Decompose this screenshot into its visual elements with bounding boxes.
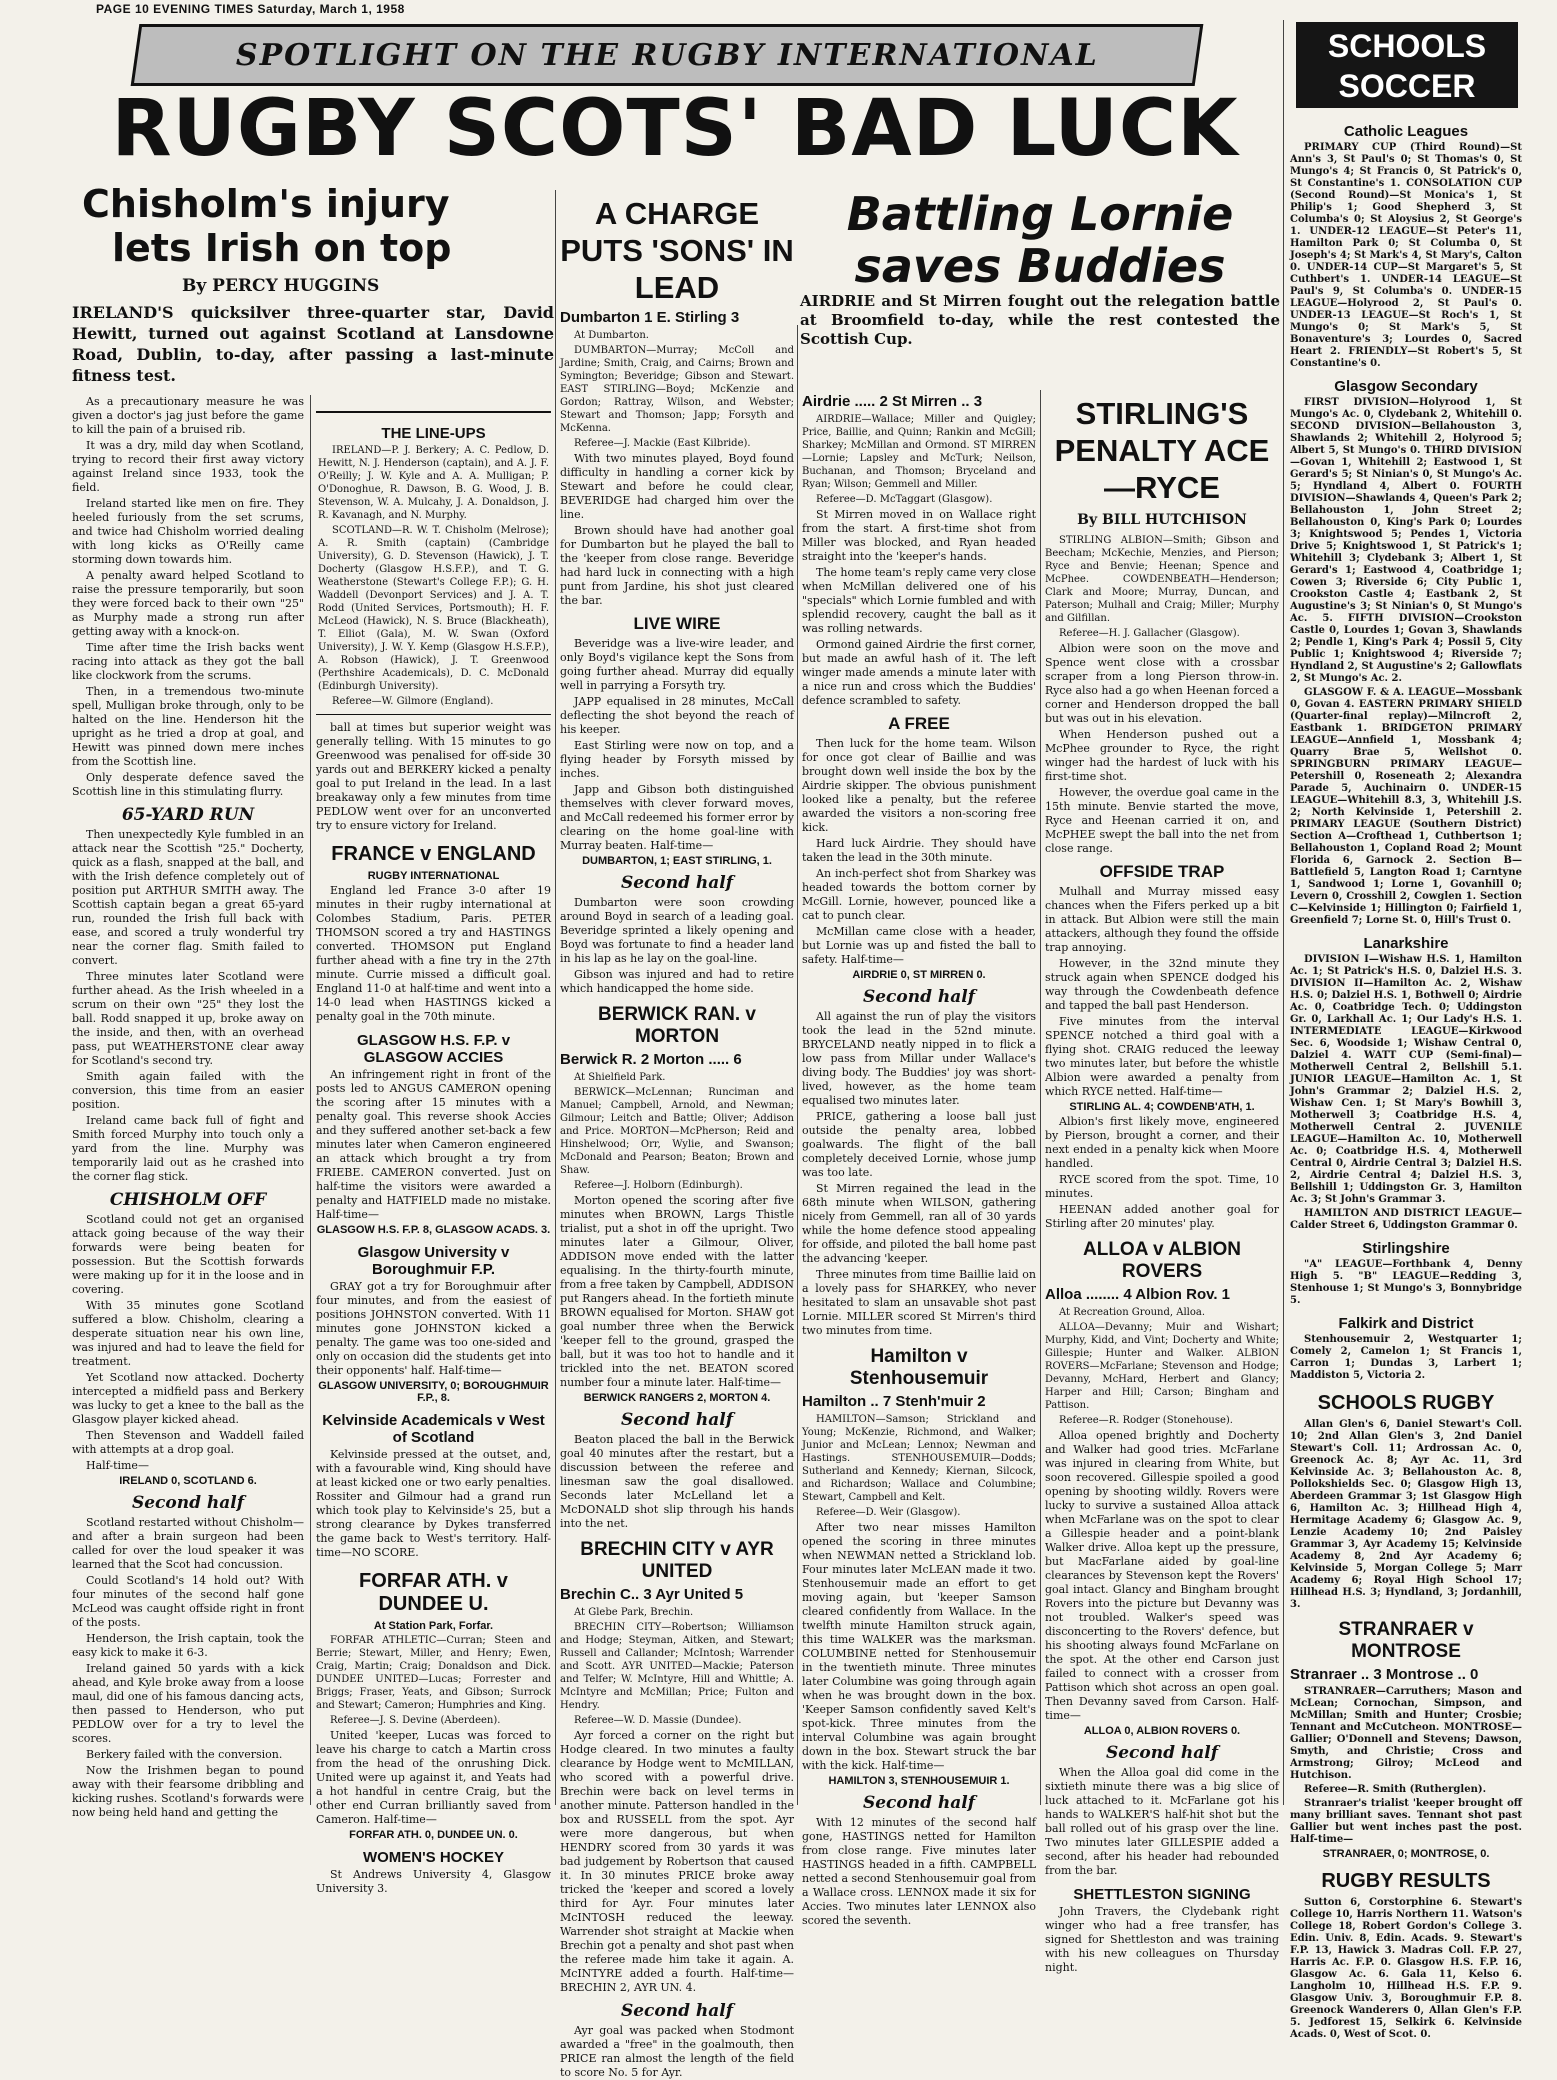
rugby-subhead-2: lets Irish on top: [112, 226, 452, 270]
subhead-a-free: A FREE: [888, 714, 950, 733]
stranraer-montrose-score: Stranraer .. 3 Montrose .. 0: [1290, 1666, 1479, 1683]
paragraph: All against the run of play the visitors took the lead in the 52nd minute. BRYCELAND neatly nipped in to flick a low pass from Millar under Wallace's diving body. The Buddies' joy was short-lived, however, as the home team equalised two minutes later.: [802, 1010, 1036, 1107]
halftime-score: AIRDRIE 0, ST MIRREN 0.: [852, 969, 986, 981]
subhead-second-half: Second half: [620, 2001, 734, 2021]
glasgow-accies-title: GLASGOW H.S. F.P. v GLASGOW ACCIES: [356, 1032, 511, 1066]
paragraph: Morton opened the scoring after five minutes when BROWN, Largs Thistle trialist, put a shot in off the upright. Two minutes later a Gilmour, Oliver, ADDISON move ended with the latter equalising. In the thirty-fourth minute, from a free taken by Campbell, ADDISON put Rangers ahead. In the fortieth minute BROWN equalised for Morton. SHAW got goal number three when the Berwick 'keeper fell to the ground, grasped the ball, but it was too hot to handle and it trickled into the net. BEATON scored number four a minute later. Half-time—: [560, 1194, 794, 1389]
falkirk-title: Falkirk and District: [1338, 1315, 1474, 1332]
alloa-albion-score: Alloa ........ 4 Albion Rov. 1: [1045, 1286, 1231, 1303]
main-headline: RUGBY SCOTS' BAD LUCK: [111, 84, 1239, 174]
schools-results-column: [1290, 115, 1522, 2040]
paragraph: Could Scotland's 14 hold out? With four minutes of the second half gone McLeod was caught offside right in front of the posts.: [72, 1574, 304, 1629]
subhead-second-half: Second half: [620, 1410, 734, 1430]
referee: Referee—H. J. Gallacher (Glasgow).: [1059, 628, 1240, 639]
brechin-ayr-score: Brechin C.. 3 Ayr United 5: [560, 1586, 744, 1603]
column-rule: [1040, 390, 1041, 1805]
paragraph: Ayr forced a corner on the right but Hodge cleared. In two minutes a faulty clearance by Hodge went to McMILLAN, who scored with a powerful drive. Brechin were back on level terms in another minute. Patterson handled in the box and RUSSELL from the spot. Ayr were more dangerous, but when HENDRY scored from 30 yards it was bad judgement by Robertson that caused it. In 30 minutes PRICE broke away tricked the 'keeper and scored a lovely third for Ayr. Four minutes later McINTOSH reduced the leeway. Warrender shot straight at Mackie when Brechin got a penalty and shot past when the referee made him take it again. A. McINTYRE added a fourth. Half-time—BRECHIN 2, AYR UN. 4.: [560, 1729, 794, 1994]
paragraph: Alloa opened brightly and Docherty and Walker had good tries. McFarlane was injured in clearing from White, but soon recovered. Gillespie spoiled a good opening by shooting wildly. Rovers were lucky to survive a sustained Alloa attack when McFarlane was on the spot to clear a Gillespie header and a point-blank Walker drive. Alloa kept up the pressure, but MacFarlane aided by goal-line clearances by Stevenson kept the Rovers' goal intact. Glancy and Bingham brought Rovers into the picture but Devanny was not troubled. Walker's speed was disconcerting to the Rovers' defence, but his shooting always found McFarlane on the spot. At the other end Carson just failed to connect with a crosser from Pattison which shot across an open goal. Then Devanny saved from Carson. Half-time—: [1045, 1429, 1279, 1722]
paragraph: Only desperate defence saved the Scottish line in this stimulating flurry.: [72, 771, 304, 798]
halftime-label: Half-time—: [86, 1459, 149, 1472]
venue: At Recreation Ground, Alloa.: [1059, 1307, 1206, 1318]
paragraph: When the Alloa goal did come in the sixtieth minute there was a big slice of luck attached to it. McFarlane got his hands to WALKER'S half-hit shot but the ball rolled out of his grasp over the line. Two minutes later GILLESPIE added a second, after his header had rebounded from the bar.: [1045, 1766, 1279, 1877]
venue: At Glebe Park, Brechin.: [574, 1607, 694, 1618]
paragraph: However, in the 32nd minute they struck again when SPENCE dodged his way through the Cowdenbeath defence and tapped the ball past Henderson.: [1045, 957, 1279, 1012]
paragraph: With 35 minutes gone Scotland suffered a blow. Chisholm, clearing a desperate situation near his own line, was injured and had to leave the field for treatment.: [72, 1299, 304, 1368]
results-text: Sutton 6, Corstorphine 6. Stewart's College 10, Harris Northern 11. Watson's College 18, Robert Gordon's College 3. Edin. Univ. 8, Edin. Acads. 9. Stewart's F.P. 13, Hawick 3. Madras Coll. F.P. 27, Harris Ac. F.P. 0. Glasgow H.S. F.P. 16, Glasgow Ac. 6. Gala 11, Kelso 6. Langholm 10, Hillhead H.S. F.P. 9. Glasgow Univ. 3, Boroughmuir F.P. 8. Greenock Wanderers 0, Allan Glen's F.P. 5. Jedforest 15, Selkirk 6. Kelvinside Acads. 0, West of Scot. 0.: [1290, 1897, 1522, 2040]
referee: Referee—W. D. Massie (Dundee).: [574, 1715, 742, 1726]
subhead-offside-trap: OFFSIDE TRAP: [1099, 862, 1225, 881]
paragraph: McMillan came close with a header, but Lornie was up and fisted the ball to safety. Half-time—: [802, 925, 1036, 966]
column-rule: [1283, 20, 1284, 1805]
glasgow-university-halftime: GLASGOW UNIVERSITY, 0; BOROUGHMUIR F.P., 8.: [318, 1380, 549, 1404]
referee: Referee—J. Mackie (East Kilbride).: [574, 438, 751, 449]
teams: HAMILTON—Samson; Strickland and Young; McKenzie, Richmond, and Walker; Junior and McLean; Lennox; Newman and Hastings. STENHOUSEMUIR—Dodds; Sutherland and Kennedy; Kiernan, Silcock, and Richardson; Wallace and Columbine; Stewart, Campbell and Kelt.: [802, 1414, 1036, 1503]
airdrie-headline-1: Battling Lornie: [846, 187, 1234, 241]
ireland-team: IRELAND—P. J. Berkery; A. C. Pedlow, D. Hewitt, N. J. Henderson (captain), and A. J. F. O'Reilly; J. W. Kyle and A. A. Mulligan; P. O'Donoghue, R. Dawson, B. G. Wood, J. B. Stevenson, W. A. Mulcahy, J. A. Donaldson, J. R. Kavanagh, and N. Murphy.: [318, 445, 549, 521]
paragraph: Now the Irishmen began to pound away with their fearsome dribbling and kicking rushes. Scotland's forwards were now being held hand and getting the: [72, 1764, 304, 1819]
paragraph: Then unexpectedly Kyle fumbled in an attack near the Scottish "25." Docherty, quick as a flash, snapped at the ball, and with the Irish defence completely out of position put ARTHUR SMITH away. The Scottish captain began a great 65-yard run, rounded the Irish full back with ease, and scored a truly wonderful try near the corner flag. Smith failed to convert.: [72, 828, 304, 967]
paragraph: Beaton placed the ball in the Berwick goal 40 minutes after the restart, but a discussion between the referee and linesman saw the goal disallowed. Seconds later McLelland let a McDONALD shot slip through his hands into the net.: [560, 1433, 794, 1530]
paragraph: Kelvinside pressed at the outset, and, with a favourable wind, King should have at least kicked one or two early penalties. Rossiter and Gilmour had a grand run which took play to Kelvinside's 25, but a strong clearance by Dykes transferred the game back to West's territory. Half-time—NO SCORE.: [316, 1448, 551, 1559]
results-text: FIRST DIVISION—Holyrood 1, St Mungo's Ac. 0, Clydebank 2, Whitehill 0. SECOND DIVISION—Bellahouston 3, Shawlands 2; Whitehill 2, Holyrood 5; Albert 5, St Mungo's 0. THIRD DIVISION—Govan 1, Whitehill 2; Eastwood 1, St Gerard's 5; St Ninian's 0, St Mungo's Ac. 5; Hyndland 4, Albert 0. FOURTH DIVISION—Shawlands 4, Queen's Park 2; Bellahouston 1, John Street 2; Bellahouston 0, King's Park 0; Lourdes 3; Knightswood 5; Pendes 1, Victoria Drive 5; Knightswood 1, St Patrick's 1; Whitehill 3; Clydebank 3; Albert 1, St Gerard's 1; Eastwood 4, Coatbridge 1; Cowen 3; Riverside 6; City Public 1, Crookston Castle 4; Eastbank 2, St Augustine's 3; St Ninian's 0, St Mungo's Ac. 5. FIFTH DIVISION—Crookston Castle 0, Lourdes 1; Govan 3, Shawlands 2; Pendle 1, King's Park 4; Possil 5, City Public 1; Knightswood 4; Riverside 7; Hyndland 2, St Augustine's 2; Gallowflats 2, St Mungo's Ac. 2.: [1290, 397, 1522, 684]
paragraph: An infringement right in front of the posts led to ANGUS CAMERON opening the scoring after 15 minutes with a penalty goal. This reverse shook Accies and they suffered another set-back a few minutes later when Cameron engineered an attack which brought a try from FRIEBE. CAMERON converted. Just on half-time the visitors were awarded a penalty and HATFIELD made no mistake. Half-time—: [316, 1068, 551, 1221]
brechin-ayr-title: BRECHIN CITY v AYR UNITED: [580, 1539, 774, 1582]
teams: ALLOA—Devanny; Muir and Wishart; Murphy, Kidd, and Vint; Docherty and White; Gillespie; Hunter and Walker. ALBION ROVERS—McFarlane; Stevenson and Hodge; Devanny, McHard, Herbert and Glancy; Harper and Hill; Carson; Bingham and Pattison.: [1045, 1322, 1279, 1411]
france-england-title: FRANCE v ENGLAND: [331, 843, 536, 865]
paragraph: It was a dry, mild day when Scotland, trying to record their first away victory against Ireland since 1933, took the field.: [72, 439, 304, 494]
stranraer-montrose-title: STRANRAER v MONTROSE: [1338, 1619, 1474, 1662]
glasgow-accies-halftime: GLASGOW H.S. F.P. 8, GLASGOW ACADS. 3.: [316, 1224, 551, 1236]
scotland-team: SCOTLAND—R. W. T. Chisholm (Melrose); A. R. Smith (captain) (Cambridge University), G. D. Stevenson (Hawick), J. T. Docherty (Glasgow H.S.F.P.), and T. G. Weatherstone (Stewart's College F.P.); G. H. Waddell (Devonport Services) and J. A. T. Rodd (United Services, Portsmouth); H. F. McLeod (Hawick), N. S. Bruce (Blackheath), T. Elliot (Gala), M. W. Swan (Oxford University), J. W. Y. Kemp (Glasgow H.S.F.P.), A. Robson (Hawick), J. T. Greenwood (Perthshire Academicals), D. C. McDonald (Edinburgh University).: [318, 525, 549, 692]
venue: At Shielfield Park.: [574, 1072, 666, 1083]
schools-soccer-badge: [1296, 22, 1518, 108]
paragraph: Yet Scotland now attacked. Docherty intercepted a midfield pass and Berkery was lucky to get a knee to the ball as the Glasgow player kicked ahead.: [72, 1371, 304, 1426]
forfar-halftime: FORFAR ATH. 0, DUNDEE UN. 0.: [349, 1829, 518, 1841]
paragraph: After two near misses Hamilton opened the scoring in three minutes when NEWMAN netted a Strickland lob. Four minutes later McLEAN made it two. Stenhousemuir made an effort to get moving again, but 'keeper Samson cleared confidently from Wallace. In the twelfth minute Hamilton struck again, this time WALKER was the marksman. COLUMBINE netted for Stenhousemuir in the twentieth minute. Three minutes later Columbine was going through again when he was brought down in the box. 'Keeper Samson confidently saved Kelt's spot-kick. Three minutes from the interval Columbine was again brought down in the box. Stewart struck the bar with the kick. Half-time—: [802, 1521, 1036, 1772]
womens-hockey-title: WOMEN'S HOCKEY: [362, 1849, 505, 1866]
paragraph: Berkery failed with the conversion.: [86, 1748, 283, 1761]
lineups-box: [316, 411, 551, 715]
results-text: HAMILTON AND DISTRICT LEAGUE—Calder Street 6, Uddingston Grammar 0.: [1290, 1208, 1522, 1231]
forfar-dundee-title: FORFAR ATH. v DUNDEE U.: [359, 1570, 508, 1615]
paragraph: East Stirling were now on top, and a flying header by Forsyth missed by inches.: [560, 739, 794, 780]
subhead-second-half: Second half: [862, 987, 976, 1007]
column-rule: [310, 395, 311, 1805]
airdrie-headline-2: saves Buddies: [854, 239, 1226, 293]
rugby-lead-paragraph: IRELAND'S quicksilver three-quarter star, David Hewitt, turned out against Scotland at Lansdowne Road, Dublin, to-day, after passing a last-minute fitness test.: [72, 303, 554, 385]
venue: At Dumbarton.: [574, 330, 649, 341]
airdrie-column: [802, 390, 1037, 1927]
paragraph: Scotland could not get an organised attack going because of the way their forwards were being beaten for possession. But the Scottish forwards were making up for it in the loose and in covering.: [72, 1213, 304, 1296]
stirlingshire-title: Stirlingshire: [1362, 1240, 1450, 1257]
referee: Referee—R. Rodger (Stonehouse).: [1059, 1415, 1233, 1426]
paragraph: Japp and Gibson both distinguished themselves with clever forward moves, and McCall redeemed his former error by clearing on the home goal-line with Murray beaten. Half-time—: [560, 783, 794, 852]
results-text: Stenhousemuir 2, Westquarter 1; Comely 2, Camelon 1; St Francis 1, Carron 1; Dundas 3, Larbert 1; Maddiston 5, Victoria 2.: [1290, 1334, 1522, 1381]
paragraph: As a precautionary measure he was given a doctor's jag just before the game to kill the pain of a bruised rib.: [72, 395, 304, 436]
paragraph: Time after time the Irish backs went racing into attack as they got the ball like clockwork from the scrums.: [72, 641, 304, 682]
rugby-subhead-1: Chisholm's injury: [82, 182, 450, 226]
paragraph: England led France 3-0 after 19 minutes in their rugby international at Colombes Stadium, Paris. PETER THOMSON scored a try and HASTINGS converted. THOMSON put England further ahead with a fine try in the 27th minute. Currie missed a difficult goal. England 11-0 at half-time and went into a 14-0 lead when HASTINGS kicked a penalty goal in the 70th minute.: [316, 884, 551, 1023]
paragraph: Ireland gained 50 yards with a kick ahead, and Kyle broke away from a loose maul, did one of his famous dancing acts, then passed to Henderson, who put PEDLOW over for a try to level the scores.: [72, 1662, 304, 1745]
forfar-dundee-teams: FORFAR ATHLETIC—Curran; Steen and Berrie; Stewart, Miller, and Henry; Ewen, Craig, Martin; Craig; Donaldson and Dick. DUNDEE UNITED—Lucas; Forrester and Briggs; Fraser, Yeats, and Gibson; Surrock and Stewart; Cameron; Humphries and King.: [316, 1635, 551, 1711]
subhead-chisholm-off: CHISHOLM OFF: [109, 1190, 267, 1210]
paragraph: Brown should have had another goal for Dumbarton but he played the ball to the 'keeper from close range. Beveridge had hard luck in connecting with a high punt from Jardine, his shot just cleared the bar.: [560, 524, 794, 607]
banner-text: SPOTLIGHT ON THE RUGBY INTERNATIONAL: [235, 37, 1099, 73]
badge-line-2: SOCCER: [1338, 68, 1476, 104]
paragraph: Albion's first likely move, engineered by Pierson, brought a corner, and their next ended in a penalty kick when Moore handled.: [1045, 1115, 1279, 1170]
subhead-live-wire: LIVE WIRE: [633, 614, 721, 633]
paragraph: Ireland came back full of fight and Smith forced Murphy into touch only a yard from the line. Murphy was temporarily laid out as he crashed into the corner flag stick.: [72, 1114, 304, 1183]
paragraph: RYCE scored from the spot. Time, 10 minutes.: [1045, 1173, 1279, 1200]
referee: Referee—R. Smith (Rutherglen).: [1304, 1784, 1487, 1795]
paragraph: Mulhall and Murray missed easy chances when the Fifers perked up a bit in attack. But Albion were still the main attackers, although they found the offside trap annoying.: [1045, 885, 1279, 954]
results-text: PRIMARY CUP (Third Round)—St Ann's 3, St Paul's 0; St Thomas's 0, St Mungo's 4; St Francis 0, St Patrick's 0, St Constantine's 1. CONSOLATION CUP (Second Round)—St Monica's 1, St Philip's 1; Good Shepherd 3, St Columba's 0; St Aloysius 2, St George's 1. UNDER-12 LEAGUE—St Peter's 11, Hamilton Park 0; St Columba 0, St Joseph's 4; St Mark's 4, St Mary's, Calton 0. UNDER-14 CUP—St Margaret's 5, St Cuthbert's 1. UNDER-14 LEAGUE—St Paul's 9, St Columba's 0. UNDER-15 LEAGUE—Holyrood 2, St Paul's 0. UNDER-13 LEAGUE—St Roch's 1, St Mungo's 0; St Mark's 5, St Bonaventure's 3; Lourdes 0, Sacred Heart 2. FRIENDLY—St Robert's 5, St Constantine's 0.: [1290, 142, 1522, 369]
kelvinside-title: Kelvinside Academicals v West of Scotland: [322, 1412, 545, 1446]
halftime-score: IRELAND 0, SCOTLAND 6.: [119, 1475, 257, 1487]
airdrie-report-head: [800, 188, 1280, 388]
paragraph: St Mirren moved in on Wallace right from the start. A first-time shot from Miller was blocked, and Ryan headed straight into the 'keeper's hands.: [802, 508, 1036, 563]
referee: Referee—D. McTaggart (Glasgow).: [816, 494, 993, 505]
paragraph: United 'keeper, Lucas was forced to leave his charge to catch a Martin cross from the head of the onrushing Dick. United were up against it, and Yeats had a hot handful in centre Craig, but the other end Curran brilliantly saved from Cameron. Half-time—: [316, 1729, 551, 1826]
paragraph: Albion were soon on the move and Spence went close with a crossbar scraper from a long Pierson throw-in. Ryce also had a go when Heenan forced a corner and Henderson dropped the ball but was out in his elevation.: [1045, 642, 1279, 725]
lanarkshire-title: Lanarkshire: [1363, 935, 1449, 952]
paragraph: Three minutes from time Baillie laid on a lovely pass for SHARKEY, who never hesitated to slam an unsavable shot past Lornie. MILLER scored St Mirren's third two minutes from time.: [802, 1268, 1036, 1337]
paragraph: A penalty award helped Scotland to raise the pressure temporarily, but soon they were forced back to their own "25" as Murphy made a strong run after getting away with a knock-on.: [72, 569, 304, 638]
paragraph: ball at times but superior weight was generally telling. With 15 minutes to go Greenwood was penalised for off-side 30 yards out and BERKERY kicked a penalty goal to put Ireland in the lead. In a last breakaway only a few minutes from time PEDLOW went over for an unconverted try to ensure victory for Ireland.: [316, 721, 551, 832]
halftime-score: ALLOA 0, ALBION ROVERS 0.: [1083, 1725, 1241, 1737]
halftime-score: HAMILTON 3, STENHOUSEMUIR 1.: [828, 1775, 1010, 1787]
forfar-venue: At Station Park, Forfar.: [373, 1620, 494, 1632]
paragraph: JAPP equalised in 28 minutes, McCall deflecting the shot beyond the reach of his keeper.: [560, 695, 794, 736]
paragraph: With 12 minutes of the second half gone, HASTINGS netted for Hamilton from close range. Five minutes later HASTINGS headed in a fifth. CAMPBELL netted a second Stenhousemuir goal from a Wallace cross. LENNOX made it six for Accies. Two minutes later LENNOX also scored the seventh.: [802, 1816, 1037, 1927]
subhead-second-half: Second half: [862, 1793, 976, 1813]
paragraph: Dumbarton were soon crowding around Boyd in search of a leading goal. Beveridge sprinted a likely opening and Boyd was fortunate to find a header land in his lap as he lay on the goal-line.: [560, 896, 794, 965]
airdrie-lead: AIRDRIE and St Mirren fought out the relegation battle at Broomfield to-day, while the rest contested the Scottish Cup.: [800, 292, 1280, 348]
badge-line-1: SCHOOLS: [1327, 28, 1487, 64]
dumbarton-column: [560, 195, 794, 2079]
rugby-byline: By PERCY HUGGINS: [182, 276, 380, 296]
alloa-albion-title: ALLOA v ALBION ROVERS: [1083, 1239, 1241, 1282]
paragraph: Beveridge was a live-wire leader, and only Boyd's vigilance kept the Sons from going further ahead. Murray did equally well in parrying a Forsyth try.: [560, 637, 794, 692]
schools-rugby-title: SCHOOLS RUGBY: [1317, 1392, 1495, 1414]
dumbarton-score: Dumbarton 1 E. Stirling 3: [560, 309, 740, 326]
paragraph: With two minutes played, Boyd found difficulty in handling a corner kick by Stewart and before he could clear, BEVERIDGE had charged him over the line.: [560, 452, 794, 521]
paragraph: Ayr goal was packed when Stodmont awarded a "free" in the goalmouth, then PRICE ran almost the length of the field to score No. 5 for Ayr.: [560, 2024, 794, 2079]
halftime-score: BERWICK RANGERS 2, MORTON 4.: [583, 1392, 771, 1404]
paragraph: Smith again failed with the conversion, this time from an easier position.: [72, 1070, 304, 1111]
teams: AIRDRIE—Wallace; Miller and Quigley; Price, Baillie, and Quinn; Rankin and McGill; Sharkey; McMillan and Ormond. ST MIRREN—Lornie; Lapsley and McTurk; Neilson, Buchanan, and Thomson; Bryceland and Ryan; Wilson; Gemmell and Miller.: [802, 414, 1036, 490]
rugby-report-body: [72, 395, 304, 1819]
berwick-morton-title: BERWICK RAN. v MORTON: [598, 1004, 756, 1047]
hamilton-title: Hamilton v Stenhousemuir: [849, 1346, 989, 1389]
paragraph: HEENAN added another goal for Stirling after 20 minutes' play.: [1045, 1203, 1279, 1230]
paragraph: St Mirren regained the lead in the 68th minute when WILSON, gathering nicely from Gemmell, ran all of 30 yards while the home defence stood appealing for offside, and piloted the ball home past the advancing 'keeper.: [802, 1182, 1036, 1265]
subhead-second-half: Second half: [620, 873, 734, 893]
subhead-second-half: Second half: [1105, 1743, 1219, 1763]
paragraph: Henderson, the Irish captain, took the easy kick to make it 6-3.: [72, 1632, 304, 1659]
hamilton-score: Hamilton .. 7 Stenh'muir 2: [802, 1393, 986, 1410]
paragraph: Then, in a tremendous two-minute spell, Mulligan broke through, only to be halted on the line. Henderson hit the upright as he tried a drop at goal, and Hewitt was pinned down mere inches from the Scottish line.: [72, 685, 304, 768]
paragraph: GRAY got a try for Boroughmuir after four minutes, and from the easiest of positions JOHNSTON converted. With 11 minutes gone JOHNSTON kicked a penalty. The game was too one-sided and only on occasion did the students get into their opponents' half. Half-time—: [316, 1280, 551, 1377]
dumbarton-headline: A CHARGE PUTS 'SONS' IN LEAD: [560, 196, 794, 305]
column-rule: [797, 325, 798, 1805]
lineups-column: [316, 405, 551, 1895]
halftime-score: STIRLING AL. 4; COWDENB'ATH, 1.: [1069, 1101, 1255, 1113]
paragraph: An inch-perfect shot from Sharkey was headed towards the bottom corner by McGill. Lornie, however, pounced like a cat to punch clear.: [802, 867, 1036, 922]
teams: BRECHIN CITY—Robertson; Williamson and Hodge; Steyman, Aitken, and Stewart; Russell and Callander; McIntosh; Warrender and Scott. AYR UNITED—Mackie; Paterson and Telfer; W. McIntyre, Hill and Whittle; A. McIntyre and McMillan; Price; Fulton and Hendry.: [560, 1622, 794, 1711]
stirling-byline: By BILL HUTCHISON: [1077, 512, 1247, 528]
subhead-65-yard-run: 65-YARD RUN: [121, 805, 255, 825]
catholic-leagues-title: Catholic Leagues: [1343, 123, 1469, 140]
rugby-report-head: [72, 182, 554, 392]
paragraph: Scotland restarted without Chisholm—and after a brain surgeon had been called for over the loud speaker it was learned that the Scot had concussion.: [72, 1516, 304, 1571]
shettleston-title: SHETTLESTON SIGNING: [1073, 1886, 1251, 1903]
airdrie-score: Airdrie ..... 2 St Mirren .. 3: [802, 393, 983, 410]
paragraph: Then luck for the home team. Wilson for once got clear of Baillie and was brought down well inside the box by the Airdrie skipper. The obvious punishment looked like a penalty, but the referee awarded the visitors a non-scoring free kick.: [802, 737, 1036, 834]
referee: Referee—W. Gilmore (England).: [332, 696, 494, 707]
halftime-score: STRANRAER, 0; MONTROSE, 0.: [1322, 1848, 1490, 1860]
results-text: Allan Glen's 6, Daniel Stewart's Coll. 10; 2nd Allan Glen's 3, 2nd Daniel Stewart's Coll. 11; Ardrossan Ac. 0, Greenock Ac. 8; Ayr Ac. 11, 3rd Kelvinside Ac. 3; Bellahouston Ac. 8, Pollokshields Sec. 0; Glasgow High 13, Aberdeen Grammar 3; 1st Glasgow High 6, Hamilton Ac. 3; Hillhead High 4, Hermitage Academy 6; Glasgow Ac. 9, Lenzie Academy 10; 2nd Paisley Grammar 3, Ayr Academy 15; Kelvinside Academy 8, 2nd Ayr Academy 6; Kelvinside 5, Morgan College 5; Marr Academy 6; Royal High School 17; Hillhead H.S. 3; Hyndland, 3; Jordanhill, 3.: [1290, 1419, 1522, 1610]
paragraph: Gibson was injured and had to retire which handicapped the home side.: [560, 968, 794, 995]
stirling-headline: STIRLING'S PENALTY ACE—RYCE: [1054, 396, 1270, 505]
referee: Referee—J. Holborn (Edinburgh).: [574, 1180, 743, 1191]
column-rule: [555, 190, 556, 1805]
teams: STRANRAER—Carruthers; Mason and McLean; Cornochan, Simpson, and McMillan; Smith and Hunter; Crosbie; Tennant and McCutcheon. MONTROSE—Gallier; O'Donnell and Stevens; Dawson, Smyth, and Christie; Cross and Armstrong; Gilroy; McLeod and Hutchison.: [1290, 1686, 1522, 1781]
lineups-title: THE LINE-UPS: [381, 425, 486, 442]
paragraph: Ormond gained Airdrie the first corner, but made an awful hash of it. The left winger made amends a minute later with a nice run and cross which the Buddies' defence scrambled to safety.: [802, 638, 1036, 707]
teams: STIRLING ALBION—Smith; Gibson and Beecham; McKechie, Menzies, and Pierson; Ryce and Benvie; Heenan; Spence and McPhee. COWDENBEATH—Henderson; Clark and Moore; Murray, Duncan, and Paterson; Mulhall and Craig; Miller; Murphy and Gilfillan.: [1045, 535, 1279, 624]
paragraph: John Travers, the Clydebank right winger who had a free transfer, has signed for Shettleston and was training with his new colleagues on Thursday night.: [1045, 1905, 1279, 1974]
results-text: "A" LEAGUE—Forthbank 4, Denny High 5. "B" LEAGUE—Redding 3, Stenhouse 1; St Mungo's 3, Bonnybridge 5.: [1290, 1259, 1522, 1306]
berwick-morton-score: Berwick R. 2 Morton ..... 6: [560, 1051, 742, 1068]
glasgow-university-title: Glasgow University v Boroughmuir F.P.: [357, 1244, 510, 1278]
stirling-column: [1045, 395, 1279, 1974]
spotlight-banner: [131, 24, 1204, 86]
paragraph: The home team's reply came very close when McMillan delivered one of his "specials" which Lornie fumbled and with splendid recovery, caught the ball as it was rolling netwards.: [802, 566, 1036, 635]
france-england-subtitle: RUGBY INTERNATIONAL: [367, 870, 500, 882]
paragraph: Three minutes later Scotland were further ahead. As the Irish wheeled in a scrum on their own "25" they lost the ball. Rodd snapped it up, broke away on the inside, and then, with an overhead pass, put WEATHERSTONE clear away for Scotland's second try.: [72, 970, 304, 1067]
glasgow-secondary-title: Glasgow Secondary: [1334, 378, 1478, 395]
halftime-score: DUMBARTON, 1; EAST STIRLING, 1.: [582, 855, 772, 867]
paragraph: Five minutes from the interval SPENCE notched a third goal with a flying shot. CRAIG reduced the leeway two minutes later, but before the whistle Albion were awarded a penalty from which RYCE netted. Half-time—: [1045, 1015, 1279, 1098]
teams: DUMBARTON—Murray; McColl and Jardine; Smith, Craig, and Cairns; Brown and Symington; Beveridge; Gibson and Stewart. EAST STIRLING—Boyd; McKenzie and Gordon; Rattray, Wilson, and Webster; Stewart and Thomson; Japp; Forsyth and McKenna.: [560, 345, 794, 434]
results-text: GLASGOW F. & A. LEAGUE—Mossbank 0, Govan 4. EASTERN PRIMARY SHIELD (Quarter-final replay)—Milncroft 2, Eastbank 1. BRIDGETON PRIMARY LEAGUE—Annfield 1, Mossbank 4; Quarry Brae 5, Wellshot 0. SPRINGBURN PRIMARY LEAGUE—Petershill 0, Roseneath 2; Alexandra Parade 5, Auchinairn 0. UNDER-15 LEAGUE—Whitehill 8.3, 3, Whitehill J.S. 2; North Kelvinside 1, Petershill 2. PRIMARY LEAGUE (Southern District) Section A—Crofthead 1, Cuthbertson 1; Bellahouston 1, Copland Road 2; Mount Florida 6, Garnock 2. Section B—Battlefield 5, Langton Road 1; Carntyne 1, Sandwood 1; Lorne 1, Govanhill 0; Levern 0, Crosshill 2, Cowglen 1. Section C—Kelvinside 1; Hillington 0; Fairfield 1, Greenfield 7; Lorne St. 0, Hill's Trust 0.: [1290, 687, 1522, 926]
paragraph: PRICE, gathering a loose ball just outside the penalty area, lobbed goalwards. The flight of the ball completely deceived Lornie, whose jump was too late.: [802, 1110, 1036, 1179]
teams: BERWICK—McLennan; Runciman and Manuel; Campbell, Arnold, and Newman; Gilmour; Leitch and Battle; Oliver; Addison and Price. MORTON—McPherson; Reid and Hinshelwood; Orr, Wylie, and Swanson; McDonald and Pearson; Beaton; Brown and Shaw.: [560, 1087, 794, 1176]
rugby-results-title: RUGBY RESULTS: [1321, 1870, 1491, 1892]
referee: Referee—D. Weir (Glasgow).: [816, 1507, 961, 1518]
paragraph: Then Stevenson and Waddell failed with attempts at a drop goal.: [72, 1429, 304, 1456]
subhead-second-half: Second half: [131, 1493, 245, 1513]
paragraph: Ireland started like men on fire. They heeled furiously from the set scrums, and twice had Chisholm worried dealing with long kicks as O'Reilly came storming down towards him.: [72, 497, 304, 566]
results-text: DIVISION I—Wishaw H.S. 1, Hamilton Ac. 1; St Patrick's H.S. 0, Dalziel H.S. 3. DIVISION II—Hamilton Ac. 2, Wishaw H.S. 0; Dalziel H.S. 1, Bothwell 0; Airdrie Ac. 0, Coatbridge Tech. 0; Uddingston Gr. 0, Larkhall Ac. 1; Our Lady's H.S. 1. INTERMEDIATE LEAGUE—Kirkwood Sec. 6, Woodside 1; Wishaw Central 0, Dalziel 4. WATT CUP (Semi-final)—Motherwell Central 2, Bellshill 5.1. JUNIOR LEAGUE—Hamilton Ac. 1, St John's Grammar 2; Dalziel H.S. 2, Wishaw Cen. 1; St Mary's Bowhill 3, Motherwell 3; Coatbridge H.S. 4, Motherwell Central 2. JUVENILE LEAGUE—Hamilton Ac. 10, Motherwell Ac. 0; Coatbridge H.S. 4, Motherwell Central 0, Airdrie Central 3; Dalziel H.S. 2, Airdrie Central 4; Dalziel H.S. 3, Bellshill 1; Uddingston Gr. 3, Hamilton Ac. 3; St John's Grammar 3.: [1290, 954, 1522, 1205]
paragraph: St Andrews University 4, Glasgow University 3.: [316, 1868, 551, 1895]
results-text: Stranraer's trialist 'keeper brought off many brilliant saves. Tennant shot past Gallier but went inches past the post. Half-time—: [1290, 1798, 1522, 1845]
paragraph: When Henderson pushed out a McPhee grounder to Ryce, the right winger had the hardest of luck with his first-time shot.: [1045, 728, 1279, 783]
forfar-referee: Referee—J. S. Devine (Aberdeen).: [330, 1715, 501, 1726]
paragraph: Hard luck Airdrie. They should have taken the lead in the 30th minute.: [802, 837, 1036, 864]
folio-line: PAGE 10 EVENING TIMES Saturday, March 1, 1958: [96, 2, 405, 16]
paragraph: However, the overdue goal came in the 15th minute. Benvie started the move, Ryce and Heenan carried it on, and McPHEE swept the ball into the net from close range.: [1045, 786, 1279, 855]
